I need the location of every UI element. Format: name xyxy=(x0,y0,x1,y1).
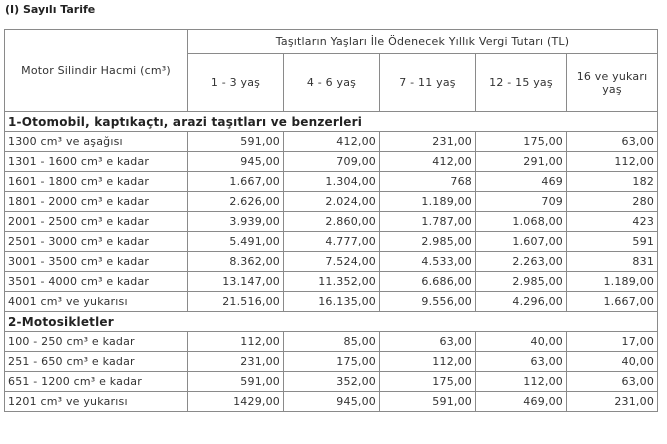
tax-amount-cell: 1.607,00 xyxy=(476,232,567,252)
tax-amount-cell: 2.985,00 xyxy=(380,232,476,252)
tax-amount-cell: 112,00 xyxy=(567,152,658,172)
engine-volume-label: 1201 cm³ ve yukarısı xyxy=(5,392,188,412)
table-row xyxy=(5,212,658,232)
table-row xyxy=(5,332,658,352)
tax-amount-cell: 231,00 xyxy=(188,352,284,372)
table-row xyxy=(5,292,658,312)
tax-amount-cell: 1.304,00 xyxy=(284,172,380,192)
tax-amount-cell: 2.263,00 xyxy=(476,252,567,272)
engine-volume-label: 4001 cm³ ve yukarısı xyxy=(5,292,188,312)
tax-amount-cell: 2.985,00 xyxy=(476,272,567,292)
tax-amount-cell: 4.296,00 xyxy=(476,292,567,312)
tax-amount-header: Taşıtların Yaşları İle Ödenecek Yıllık Vergi Tutarı (TL) xyxy=(188,30,658,54)
tax-amount-cell: 231,00 xyxy=(380,132,476,152)
tax-amount-cell: 175,00 xyxy=(284,352,380,372)
tax-amount-cell: 40,00 xyxy=(567,352,658,372)
tax-amount-cell: 21.516,00 xyxy=(188,292,284,312)
tax-amount-cell: 591,00 xyxy=(380,392,476,412)
tax-tariff-table xyxy=(4,29,658,412)
table-row xyxy=(5,132,658,152)
tax-amount-cell: 2.626,00 xyxy=(188,192,284,212)
tax-amount-cell: 1.068,00 xyxy=(476,212,567,232)
section-row xyxy=(5,312,658,332)
tax-amount-cell: 63,00 xyxy=(380,332,476,352)
tax-amount-cell: 11.352,00 xyxy=(284,272,380,292)
table-row xyxy=(5,232,658,252)
tax-amount-cell: 945,00 xyxy=(188,152,284,172)
tax-amount-cell: 16.135,00 xyxy=(284,292,380,312)
tax-amount-cell: 63,00 xyxy=(567,372,658,392)
tax-amount-cell: 112,00 xyxy=(188,332,284,352)
age-column-header: 1 - 3 yaş xyxy=(188,54,284,112)
engine-volume-label: 100 - 250 cm³ e kadar xyxy=(5,332,188,352)
motor-volume-header: Motor Silindir Hacmi (cm³) xyxy=(5,30,188,112)
tax-amount-cell: 412,00 xyxy=(380,152,476,172)
tax-amount-cell: 13.147,00 xyxy=(188,272,284,292)
tax-amount-cell: 112,00 xyxy=(476,372,567,392)
engine-volume-label: 651 - 1200 cm³ e kadar xyxy=(5,372,188,392)
tax-amount-cell: 9.556,00 xyxy=(380,292,476,312)
tax-amount-cell: 831 xyxy=(567,252,658,272)
tax-amount-cell: 945,00 xyxy=(284,392,380,412)
tax-amount-cell: 768 xyxy=(380,172,476,192)
tax-amount-cell: 3.939,00 xyxy=(188,212,284,232)
table-row xyxy=(5,192,658,212)
tax-amount-cell: 175,00 xyxy=(476,132,567,152)
engine-volume-label: 1300 cm³ ve aşağısı xyxy=(5,132,188,152)
tax-amount-cell: 709 xyxy=(476,192,567,212)
tax-amount-cell: 2.860,00 xyxy=(284,212,380,232)
tax-amount-cell: 352,00 xyxy=(284,372,380,392)
tax-amount-cell: 591,00 xyxy=(188,132,284,152)
tax-amount-cell: 63,00 xyxy=(567,132,658,152)
engine-volume-label: 1301 - 1600 cm³ e kadar xyxy=(5,152,188,172)
tax-amount-cell: 291,00 xyxy=(476,152,567,172)
tax-amount-cell: 1.667,00 xyxy=(567,292,658,312)
section-title: 1-Otomobil, kaptıkaçtı, arazi taşıtları ve benzerleri xyxy=(5,112,658,132)
table-row xyxy=(5,252,658,272)
tax-amount-cell: 4.777,00 xyxy=(284,232,380,252)
tax-amount-cell: 423 xyxy=(567,212,658,232)
age-column-header: 4 - 6 yaş xyxy=(284,54,380,112)
page-title: (I) Sayılı Tarife xyxy=(5,3,96,16)
header-row-group xyxy=(5,30,658,54)
tax-amount-cell: 469,00 xyxy=(476,392,567,412)
engine-volume-label: 251 - 650 cm³ e kadar xyxy=(5,352,188,372)
section-title: 2-Motosikletler xyxy=(5,312,658,332)
engine-volume-label: 3501 - 4000 cm³ e kadar xyxy=(5,272,188,292)
tax-amount-cell: 709,00 xyxy=(284,152,380,172)
tax-amount-cell: 591 xyxy=(567,232,658,252)
tax-amount-cell: 1.667,00 xyxy=(188,172,284,192)
tax-amount-cell: 280 xyxy=(567,192,658,212)
engine-volume-label: 2001 - 2500 cm³ e kadar xyxy=(5,212,188,232)
engine-volume-label: 2501 - 3000 cm³ e kadar xyxy=(5,232,188,252)
tax-amount-cell: 7.524,00 xyxy=(284,252,380,272)
tax-amount-cell: 1429,00 xyxy=(188,392,284,412)
table-row xyxy=(5,172,658,192)
tax-amount-cell: 8.362,00 xyxy=(188,252,284,272)
tax-amount-cell: 17,00 xyxy=(567,332,658,352)
section-row xyxy=(5,112,658,132)
tax-amount-cell: 4.533,00 xyxy=(380,252,476,272)
tax-amount-cell: 6.686,00 xyxy=(380,272,476,292)
tax-amount-cell: 1.189,00 xyxy=(567,272,658,292)
tax-amount-cell: 182 xyxy=(567,172,658,192)
engine-volume-label: 1601 - 1800 cm³ e kadar xyxy=(5,172,188,192)
tax-amount-cell: 1.787,00 xyxy=(380,212,476,232)
table-body xyxy=(5,112,658,412)
table-row xyxy=(5,352,658,372)
tax-amount-cell: 591,00 xyxy=(188,372,284,392)
tax-amount-cell: 112,00 xyxy=(380,352,476,372)
table-row xyxy=(5,372,658,392)
engine-volume-label: 1801 - 2000 cm³ e kadar xyxy=(5,192,188,212)
tax-amount-cell: 5.491,00 xyxy=(188,232,284,252)
tax-amount-cell: 1.189,00 xyxy=(380,192,476,212)
engine-volume-label: 3001 - 3500 cm³ e kadar xyxy=(5,252,188,272)
tax-amount-cell: 85,00 xyxy=(284,332,380,352)
tax-amount-cell: 40,00 xyxy=(476,332,567,352)
table-row xyxy=(5,272,658,292)
tax-amount-cell: 63,00 xyxy=(476,352,567,372)
age-column-header: 12 - 15 yaş xyxy=(476,54,567,112)
table-row xyxy=(5,152,658,172)
tax-amount-cell: 2.024,00 xyxy=(284,192,380,212)
tax-amount-cell: 412,00 xyxy=(284,132,380,152)
tax-amount-cell: 469 xyxy=(476,172,567,192)
age-column-header: 7 - 11 yaş xyxy=(380,54,476,112)
tax-amount-cell: 231,00 xyxy=(567,392,658,412)
table-row xyxy=(5,392,658,412)
age-column-header: 16 ve yukarı yaş xyxy=(567,54,658,112)
tax-amount-cell: 175,00 xyxy=(380,372,476,392)
